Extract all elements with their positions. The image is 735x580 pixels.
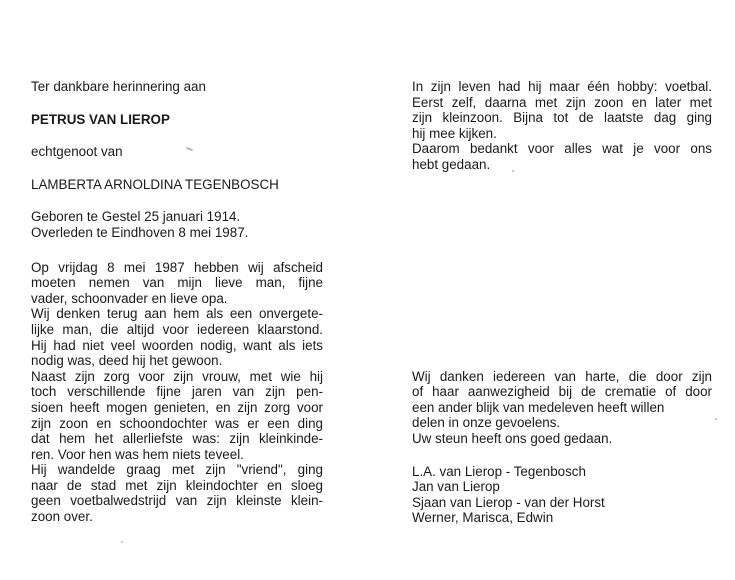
tribute-line: ren. Voor hen was hem niets teveel. xyxy=(31,446,244,462)
tribute-line: toch verschillende fijne jaren van zijn pen- xyxy=(31,384,323,400)
thanks-line: of haar aanwezigheid bij de crematie of door xyxy=(412,384,712,400)
hobby-line: Daarom bedankt voor alles wat je voor ons xyxy=(412,141,712,157)
hobby-line: hij mee kijken. xyxy=(412,125,497,141)
tribute-line: zijn zoon en schoondochter was er een ding xyxy=(31,415,323,431)
hobby-line: In zijn leven had hij maar één hobby: voetbal. xyxy=(412,79,712,94)
spouse-name: LAMBERTA ARNOLDINA TEGENBOSCH xyxy=(31,176,279,192)
tribute-line: Hij had niet veel woorden nodig, want als iets xyxy=(31,337,323,353)
family-member: L.A. van Lierop - Tegenbosch xyxy=(412,463,586,479)
tribute-paragraph xyxy=(31,260,323,525)
thanks-paragraph xyxy=(412,369,712,447)
thanks-line: Wij danken iedereen van harte, die door zijn xyxy=(412,368,712,384)
print-speck xyxy=(121,541,123,543)
hobby-line: zijn kleinzoon. Bijna tot de laatste dag ging xyxy=(412,110,712,126)
tribute-line: zoon over. xyxy=(31,509,93,525)
print-speck xyxy=(512,170,514,172)
thanks-line: delen in onze gevoelens. xyxy=(412,415,561,431)
right-column xyxy=(412,79,712,526)
tribute-line: Naast zijn zorg voor zijn vrouw, met wie hij xyxy=(31,368,323,384)
tribute-line: naar de stad met zijn kleindochter en sloeg xyxy=(31,477,323,493)
tribute-line: moeten nemen van mijn lieve man, fijne xyxy=(31,275,323,291)
tribute-line: lijke man, die altijd voor iedereen klaarstond. xyxy=(31,321,323,337)
hobby-line: Eerst zelf, daarna met zijn zoon en later met xyxy=(412,94,712,110)
death-line: Overleden te Eindhoven 8 mei 1987. xyxy=(31,224,249,240)
family-member: Sjaan van Lierop - van der Horst xyxy=(412,494,605,510)
tribute-line: Wij denken terug aan hem als een onvergete- xyxy=(31,306,323,322)
thanks-line: een ander blijk van medeleven heeft willen xyxy=(412,399,665,415)
tribute-line: geen voetbalwedstrijd van zijn kleinste klein- xyxy=(31,493,323,509)
hobby-paragraph xyxy=(412,79,712,173)
print-speck xyxy=(715,418,717,420)
tribute-line: nodig was, deed hij het gewoon. xyxy=(31,353,223,369)
left-column xyxy=(31,79,323,525)
tribute-line: Hij wandelde graag met zijn "vriend", ging xyxy=(31,462,323,478)
family-member: Jan van Lierop xyxy=(412,479,500,495)
family-member: Werner, Marisca, Edwin xyxy=(412,510,554,526)
deceased-name: PETRUS VAN LIEROP xyxy=(31,111,170,127)
thanks-line: Uw steun heeft ons goed gedaan. xyxy=(412,430,613,446)
family-signatures xyxy=(412,464,712,526)
tribute-line: vader, schoonvader en lieve opa. xyxy=(31,290,228,306)
hobby-line: hebt gedaan. xyxy=(412,156,491,172)
tribute-line: Op vrijdag 8 mei 1987 hebben wij afscheid xyxy=(31,259,323,275)
intro-text: Ter dankbare herinnering aan xyxy=(31,79,206,94)
birth-line: Geboren te Gestel 25 januari 1914. xyxy=(31,209,241,225)
relation-text: echtgenoot van xyxy=(31,144,123,160)
tribute-line: dat hem het allerliefste was: zijn kleinkinde- xyxy=(31,431,323,447)
tribute-line: sioen heeft mogen genieten, en zijn zorg voor xyxy=(31,399,323,415)
